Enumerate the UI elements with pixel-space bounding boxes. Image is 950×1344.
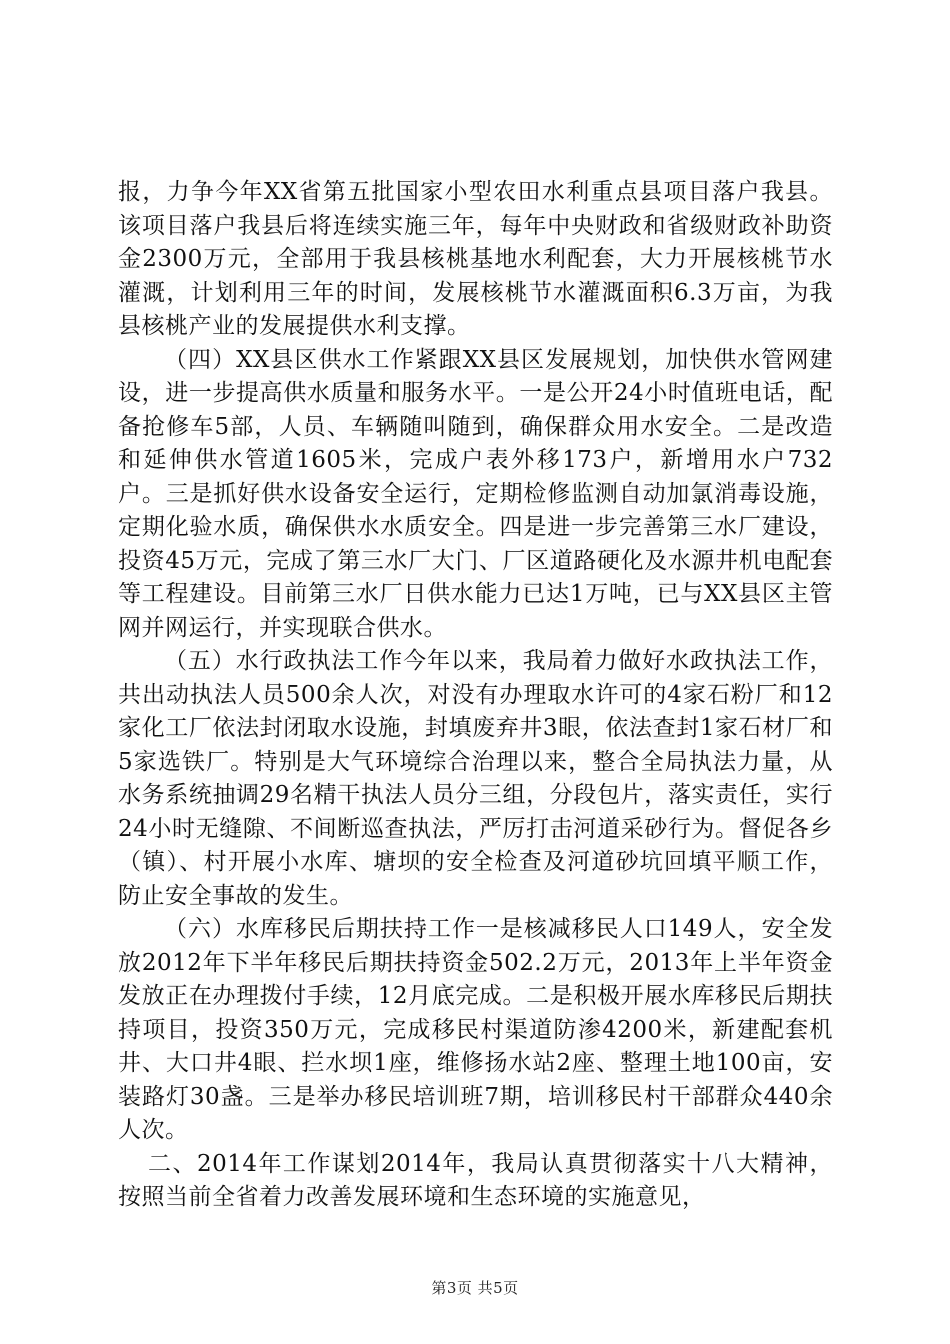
paragraph-water-supply: （四）XX县区供水工作紧跟XX县区发展规划，加快供水管网建设，进一步提高供水质量和服务水平。一是公开24小时值班电话，配备抢修车5部，人员、车辆随叫随到，确保群众用水安全。二是改造和延伸供水管道1605米，完成户表外移173户，新增用水户732户。三是抓好供水设备安全运行，定期检修监测自动加氯消毒设施，定期化验水质，确保供水水质安全。四是进一步完善第三水厂建设，投资45万元，完成了第三水厂大门、厂区道路硬化及水源井机电配套等工程建设。目前第三水厂日供水能力已达1万吨，已与XX县区主管网并网运行，并实现联合供水。 [118, 346, 833, 641]
page-number-footer: 第3页 共5页 [431, 1279, 519, 1297]
document-body [118, 176, 833, 1215]
paragraph-resettlement-support: （六）水库移民后期扶持工作一是核减移民人口149人，安全发放2012年下半年移民后期扶持资金502.2万元，2013年上半年资金发放正在办理拨付手续，12月底完成。二是积极开展水库移民后期扶持项目，投资350万元，完成移民村渠道防渗4200米，新建配套机井、大口井4眼、拦水坝1座，维修扬水站2座、整理土地100亩，安装路灯30盏。三是举办移民培训班7期，培训移民村干部群众440余人次。 [118, 916, 833, 1143]
paragraph-2014-plan: 二、2014年工作谋划2014年，我局认真贯彻落实十八大精神，按照当前全省着力改善发展环境和生态环境的实施意见， [118, 1150, 833, 1210]
paragraph-project-continuation: 报，力争今年XX省第五批国家小型农田水利重点县项目落户我县。该项目落户我县后将连续实施三年，每年中央财政和省级财政补助资金2300万元，全部用于我县核桃基地水利配套，大力开展核桃节水灌溉，计划利用三年的时间，发展核桃节水灌溉面积6.3万亩，为我县核桃产业的发展提供水利支撑。 [118, 179, 833, 339]
paragraph-law-enforcement: （五）水行政执法工作今年以来，我局着力做好水政执法工作，共出动执法人员500余人次，对没有办理取水许可的4家石粉厂和12家化工厂依法封闭取水设施，封填废弃井3眼，依法查封1家石材厂和5家选铁厂。特别是大气环境综合治理以来，整合全局执法力量，从水务系统抽调29名精干执法人员分三组，分段包片，落实责任，实行24小时无缝隙、不间断巡查执法，严厉打击河道采砂行为。督促各乡（镇）、村开展小水库、塘坝的安全检查及河道砂坑回填平顺工作，防止安全事故的发生。 [118, 648, 833, 909]
